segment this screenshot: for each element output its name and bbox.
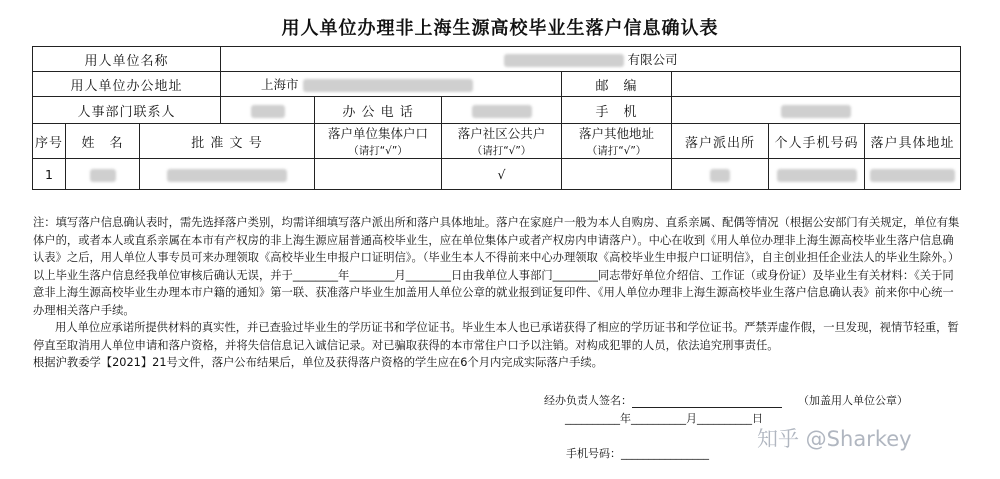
phone-line[interactable]: 手机号码：________________	[566, 447, 709, 460]
company-name-label: 用人单位名称	[33, 47, 221, 72]
address-prefix: 上海市	[261, 77, 299, 92]
contact-value[interactable]	[221, 97, 315, 124]
note-fill-instructions: 注：填写落户信息确认表时，需先选择落户类别，均需详细填写落户派出所和落户具体地址。落户在家庭户一般为本人自购房、直系亲属、配偶等情况（根据公安部门有关规定，单位有集体户的，或者本人或直系亲属在本市有产权房的非上海生源应届普通高校毕业生，应在单位集体户或者产权房内申请落户）。中心在收到《用人单位办理非上海生源高校毕业生落户信息确认表》之后，用人单位人事专员可来办理领取《高校毕业生申报户口证明信》。（毕业生本人不得前来中心办理领取《高校毕业生申报户口证明信》，自主创业担任企业法人的毕业生除外。）	[33, 216, 960, 264]
header-row	[33, 124, 961, 159]
office-phone-label: 办 公 电 话	[315, 97, 442, 124]
col-collective-unit-hint: （请打“√”）	[348, 145, 408, 157]
col-name: 姓 名	[66, 124, 140, 159]
address-value[interactable]	[221, 72, 562, 97]
col-collective-unit-title: 落户单位集体户口	[328, 126, 429, 141]
watermark: 知乎 @Sharkey	[757, 427, 912, 451]
postcode-label: 邮 编	[562, 72, 672, 97]
col-community-title: 落户社区公共户	[457, 126, 546, 141]
redacted-police-station	[710, 169, 730, 182]
row-police-station[interactable]	[672, 159, 769, 190]
company-name-row	[33, 47, 961, 72]
contact-row	[33, 97, 961, 124]
registration-table	[32, 46, 961, 190]
note-deadline: 根据沪教委学【2021】21号文件，落户公布结果后，单位及获得落户资格的学生应在6个月内完成实际落户手续。	[33, 356, 603, 369]
mobile-value[interactable]	[672, 97, 961, 124]
col-other-address	[562, 124, 672, 159]
col-community-hint: （请打“√”）	[471, 145, 532, 157]
redacted-address	[303, 79, 473, 92]
row-community[interactable]: √	[442, 159, 562, 190]
company-name-value[interactable]	[221, 47, 961, 72]
office-phone-value[interactable]	[442, 97, 562, 124]
col-personal-mobile: 个人手机号码	[769, 124, 865, 159]
company-name-suffix: 有限公司	[627, 52, 678, 67]
redacted-office-phone	[472, 105, 532, 118]
address-row	[33, 72, 961, 97]
col-other-address-hint: （请打“√”）	[586, 145, 647, 157]
redacted-contact	[251, 105, 285, 118]
contact-label: 人事部门联系人	[33, 97, 221, 124]
col-police-station: 落户派出所	[672, 124, 769, 159]
note-commitment: 用人单位应承诺所提供材料的真实性，并已查验过毕业生的学历证书和学位证书。毕业生本人也已承诺获得了相应的学历证书和学位证书。严禁弄虚作假，一旦发现，视情节轻重，暂停直至取消用人单位申请和落户资格，并将失信信息记入诚信记录。对已骗取获得的本市常住户口予以注销。对构成犯罪的人员，依法追究刑事责任。	[33, 321, 959, 352]
signer-line[interactable]	[544, 392, 782, 408]
col-community	[442, 124, 562, 159]
table-row	[33, 159, 961, 190]
address-label: 用人单位办公地址	[33, 72, 221, 97]
mobile-label: 手 机	[562, 97, 672, 124]
notes-section	[33, 214, 963, 372]
col-other-address-title: 落户其他地址	[579, 126, 655, 141]
form-title: 用人单位办理非上海生源高校毕业生落户信息确认表	[281, 18, 719, 39]
redacted-approval-no	[167, 169, 287, 182]
col-approval-no: 批 准 文 号	[140, 124, 315, 159]
row-name[interactable]	[66, 159, 140, 190]
col-specific-address: 落户具体地址	[865, 124, 961, 159]
signer-label: 经办负责人签名：	[544, 394, 632, 407]
col-no: 序号	[33, 124, 66, 159]
col-collective-unit	[315, 124, 442, 159]
redacted-mobile	[781, 105, 851, 118]
redacted-specific-address	[870, 169, 955, 182]
row-other-address[interactable]	[562, 159, 672, 190]
note-confirmation: 以上毕业生落户信息经我单位审核后确认无误，并于________年________月________日由我单位人事部门________同志带好单位介绍信、工作证（或身份证）及毕业生有关材料：《关于同意非上海生源高校毕业生办理本市户籍的通知》第一联、获准落户毕业生加盖用人单位公章的就业报到证复印件、《用人单位办理非上海生源高校毕业生落户信息确认表》前来你中心统一办理相关落户手续。	[33, 268, 954, 317]
row-collective-unit[interactable]	[315, 159, 442, 190]
date-line[interactable]: __________年__________月__________日	[565, 412, 763, 425]
postcode-value[interactable]	[672, 72, 961, 97]
signer-blank[interactable]	[632, 407, 782, 408]
row-approval-no[interactable]	[140, 159, 315, 190]
row-specific-address[interactable]	[865, 159, 961, 190]
row-no: 1	[33, 159, 66, 190]
seal-note: （加盖用人单位公章）	[798, 394, 908, 407]
redacted-personal-mobile	[777, 169, 857, 182]
row-personal-mobile[interactable]	[769, 159, 865, 190]
redacted-company-name	[504, 54, 624, 67]
redacted-name	[90, 169, 116, 182]
